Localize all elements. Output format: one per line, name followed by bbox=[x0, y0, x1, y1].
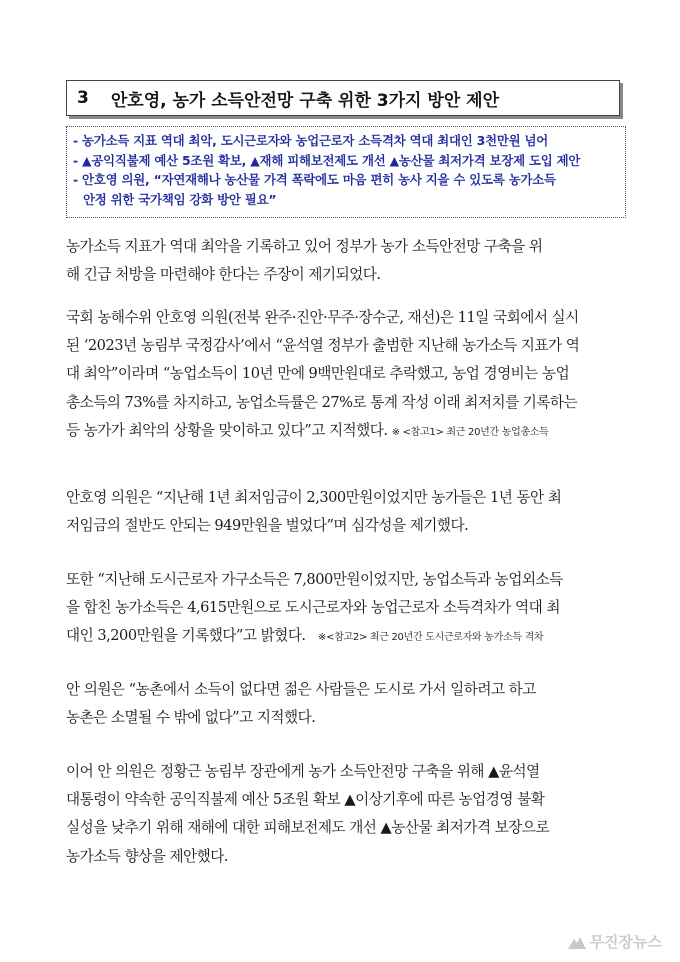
summary-line-4: 안정 위한 국가책임 강화 방안 필요” bbox=[83, 191, 277, 207]
paragraph-line: 또한 “지난해 도시근로자 가구소득은 7,800만원이었지만, 농업소득과 농업외소득 bbox=[66, 571, 563, 588]
mountain-logo-icon bbox=[568, 935, 586, 949]
paragraph-line: 농촌은 소멸될 수 밖에 없다”고 지적했다. bbox=[66, 709, 316, 727]
paragraph-line: 농가소득 지표가 역대 최악을 기록하고 있어 정부가 농가 소득안전망 구축을 위 bbox=[66, 238, 543, 255]
summary-line-3: - 안호영 의원, “자연재해나 농산물 가격 폭락에도 마음 편히 농사 지을 수 있도록 농가소득 bbox=[73, 172, 556, 187]
paragraph-line: 총소득의 73%를 차지하고, 농업소득률은 27%로 통계 작성 이래 최저치를 기록하는 bbox=[66, 393, 578, 411]
paragraph-line: 이어 안 의원은 정황근 농림부 장관에게 농가 소득안전망 구축을 위해 ▲윤석열 bbox=[66, 763, 540, 780]
paragraph-line: 해 긴급 처방을 마련해야 한다는 주장이 제기되었다. bbox=[66, 266, 381, 284]
paragraph-line bbox=[66, 622, 618, 652]
reference-note-2: ※<참고2> 최근 20년간 도시근로자와 농가소득 격차 bbox=[318, 632, 544, 644]
watermark-text: 무진장뉴스 bbox=[589, 933, 662, 951]
paragraph-line: 저임금의 절반도 안되는 949만원을 벌었다”며 심각성을 제기했다. bbox=[66, 517, 469, 535]
paragraph-line: 대 최악”이라며 “농업소득이 10년 만에 9백만원대로 추락했고, 농업 경영비는 농업 bbox=[66, 365, 570, 383]
paragraph-line: 농가소득 향상을 제안했다. bbox=[66, 847, 228, 865]
summary-box bbox=[66, 126, 626, 218]
watermark bbox=[568, 931, 662, 952]
paragraph-text: 등 농가가 최악의 상황을 맞이하고 있다”고 지적했다. bbox=[66, 421, 388, 439]
paragraph-line: 을 합친 농가소득은 4,615만원으로 도시근로자와 농업근로자 소득격차가 역대 최 bbox=[66, 599, 560, 617]
paragraph-line: 안호영 의원은 “지난해 1년 최저임금이 2,300만원이었지만 농가들은 1년 동안 최 bbox=[66, 489, 562, 506]
paragraph-text: 대인 3,200만원을 기록했다”고 밝혔다. bbox=[66, 627, 306, 645]
reference-note-1: ※ <참고1> 최근 20년간 농업총소득 bbox=[391, 426, 549, 438]
paragraph-5 bbox=[66, 676, 618, 732]
paragraph-6 bbox=[66, 758, 618, 871]
paragraph-2 bbox=[66, 304, 618, 447]
paragraph-line: 대통령이 약속한 공익직불제 예산 5조원 확보 ▲이상기후에 따른 농업경영 불확 bbox=[66, 791, 545, 809]
paragraph-4 bbox=[66, 566, 618, 653]
summary-line-1: - 농가소득 지표 역대 최악, 도시근로자와 농업근로자 소득격차 역대 최대인 3천만원 넘어 bbox=[73, 133, 549, 148]
paragraph-line: 실성을 낮추기 위해 재해에 대한 피해보전제도 개선 ▲농산물 최저가격 보장으로 bbox=[66, 819, 550, 837]
section-title: 안호영, 농가 소득안전망 구축 위한 3가지 방안 제안 bbox=[110, 90, 499, 111]
paragraph-line: 국회 농해수위 안호영 의원(전북 완주·진안·무주·장수군, 재선)은 11일 국회에서 실시 bbox=[66, 309, 579, 326]
paragraph-1 bbox=[66, 233, 618, 289]
paragraph-3 bbox=[66, 484, 618, 540]
section-number: 3 bbox=[77, 88, 89, 108]
summary-line-2: - ▲공익직불제 예산 5조원 확보, ▲재해 피해보전제도 개선 ▲농산물 최저가격 보장제 도입 제안 bbox=[73, 152, 581, 168]
paragraph-line: 안 의원은 “농촌에서 소득이 없다면 젊은 사람들은 도시로 가서 일하려고 하고 bbox=[66, 681, 536, 698]
paragraph-line: 된 ‘2023년 농림부 국정감사’에서 “윤석열 정부가 출범한 지난해 농가소득 지표가 역 bbox=[66, 337, 580, 355]
paragraph-line bbox=[66, 417, 618, 447]
section-title-box bbox=[66, 80, 620, 116]
